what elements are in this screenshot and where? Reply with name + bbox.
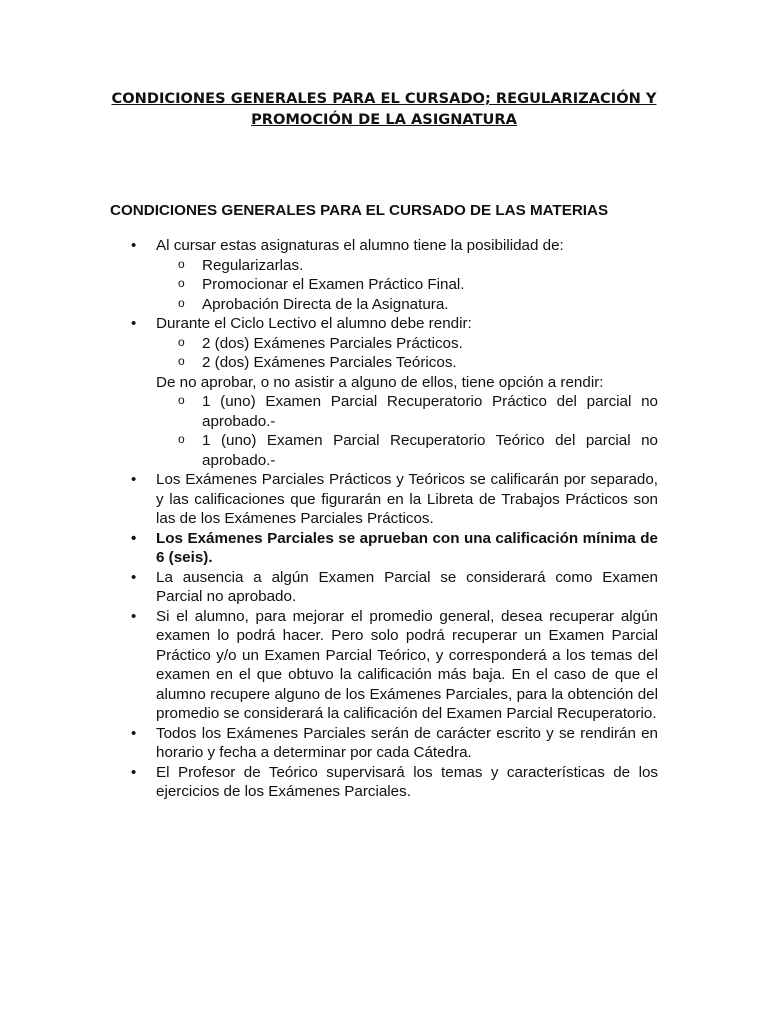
sub-list-item <box>156 334 658 354</box>
sub-bullet-icon: o <box>178 393 185 407</box>
sub-bullet-icon: o <box>178 432 185 446</box>
list-item <box>110 607 658 724</box>
bullet-icon: • <box>131 763 137 781</box>
bullet-icon: • <box>131 724 137 742</box>
sub-list-item-text: 2 (dos) Exámenes Parciales Teóricos. <box>202 354 457 371</box>
sub-list-item-text: 1 (uno) Examen Parcial Recuperatorio Teórico del parcial no aprobado.- <box>202 432 658 469</box>
sub-bullet-icon: o <box>178 256 185 271</box>
list-item <box>110 724 658 763</box>
sub-list-item-text: 1 (uno) Examen Parcial Recuperatorio Práctico del parcial no aprobado.- <box>202 393 658 430</box>
sub-bullet-icon: o <box>178 276 185 290</box>
sub-list-item-text: Promocionar el Examen Práctico Final. <box>202 276 465 293</box>
section-heading: CONDICIONES GENERALES PARA EL CURSADO DE LAS MATERIAS <box>110 202 609 219</box>
list-item <box>110 236 658 314</box>
retake-note: De no aprobar, o no asistir a alguno de ellos, tiene opción a rendir: <box>156 373 604 391</box>
list-item <box>110 470 658 529</box>
document-title <box>0 88 768 130</box>
list-item-text: Todos los Exámenes Parciales serán de carácter escrito y se rendirán en horario y fecha a determinar por cada Cátedra. <box>156 724 658 761</box>
bullet-icon: • <box>131 237 137 254</box>
sub-bullet-icon: o <box>178 334 185 349</box>
list-item-text: Los Exámenes Parciales Prácticos y Teóricos se calificarán por separado, y las calificaciones que figurarán en la Libreta de Trabajos Prácticos son las de los Exámenes Parciales Prácticos. <box>156 471 658 527</box>
list-item-text: Los Exámenes Parciales se aprueban con una calificación mínima de 6 (seis). <box>156 529 658 566</box>
sub-bullet-icon: o <box>178 354 185 368</box>
document-title-line-2: PROMOCIÓN DE LA ASIGNATURA <box>251 111 517 128</box>
sub-list <box>156 392 658 470</box>
sub-list-item-text: 2 (dos) Exámenes Parciales Prácticos. <box>202 334 463 352</box>
bullet-icon: • <box>131 529 137 547</box>
sub-bullet-icon: o <box>178 295 185 310</box>
list-item <box>110 314 658 470</box>
document-body <box>110 236 658 802</box>
sub-list-item <box>156 392 658 431</box>
sub-list-item-text: Aprobación Directa de la Asignatura. <box>202 295 449 313</box>
sub-list-item <box>156 275 658 295</box>
document-title-line-1: CONDICIONES GENERALES PARA EL CURSADO; REGULARIZACIÓN Y <box>111 90 657 107</box>
list-item-text: Durante el Ciclo Lectivo el alumno debe rendir: <box>156 315 472 332</box>
list-item-text: Si el alumno, para mejorar el promedio general, desea recuperar algún examen lo podrá hacer. Pero solo podrá recuperar un Examen Parcial Práctico y/o un Examen Parcial Teórico, y corresponderá a los temas del examen en el que obtuvo la calificación más baja. En el caso de que el alumno recupere alguno de los Exámenes Parciales, para la obtención del promedio se considerará la calificación del Examen Parcial Recuperatorio. <box>156 607 658 722</box>
sub-list <box>156 334 658 373</box>
sub-list-item <box>156 295 658 315</box>
sub-list <box>156 256 658 315</box>
bullet-icon: • <box>131 471 137 488</box>
list-item <box>110 763 658 802</box>
list-item-text: Al cursar estas asignaturas el alumno tiene la posibilidad de: <box>156 237 564 254</box>
conditions-list <box>110 236 658 802</box>
sub-list-item <box>156 353 658 373</box>
list-item-text: El Profesor de Teórico supervisará los temas y características de los ejercicios de los Exámenes Parciales. <box>156 763 658 800</box>
list-item-text: La ausencia a algún Examen Parcial se considerará como Examen Parcial no aprobado. <box>156 568 658 605</box>
bullet-icon: • <box>131 315 137 332</box>
bullet-icon: • <box>131 568 137 586</box>
sub-list-item <box>156 431 658 470</box>
sub-list-item <box>156 256 658 276</box>
sub-list-item-text: Regularizarlas. <box>202 256 304 274</box>
list-item <box>110 568 658 607</box>
bullet-icon: • <box>131 607 137 625</box>
list-item <box>110 529 658 568</box>
